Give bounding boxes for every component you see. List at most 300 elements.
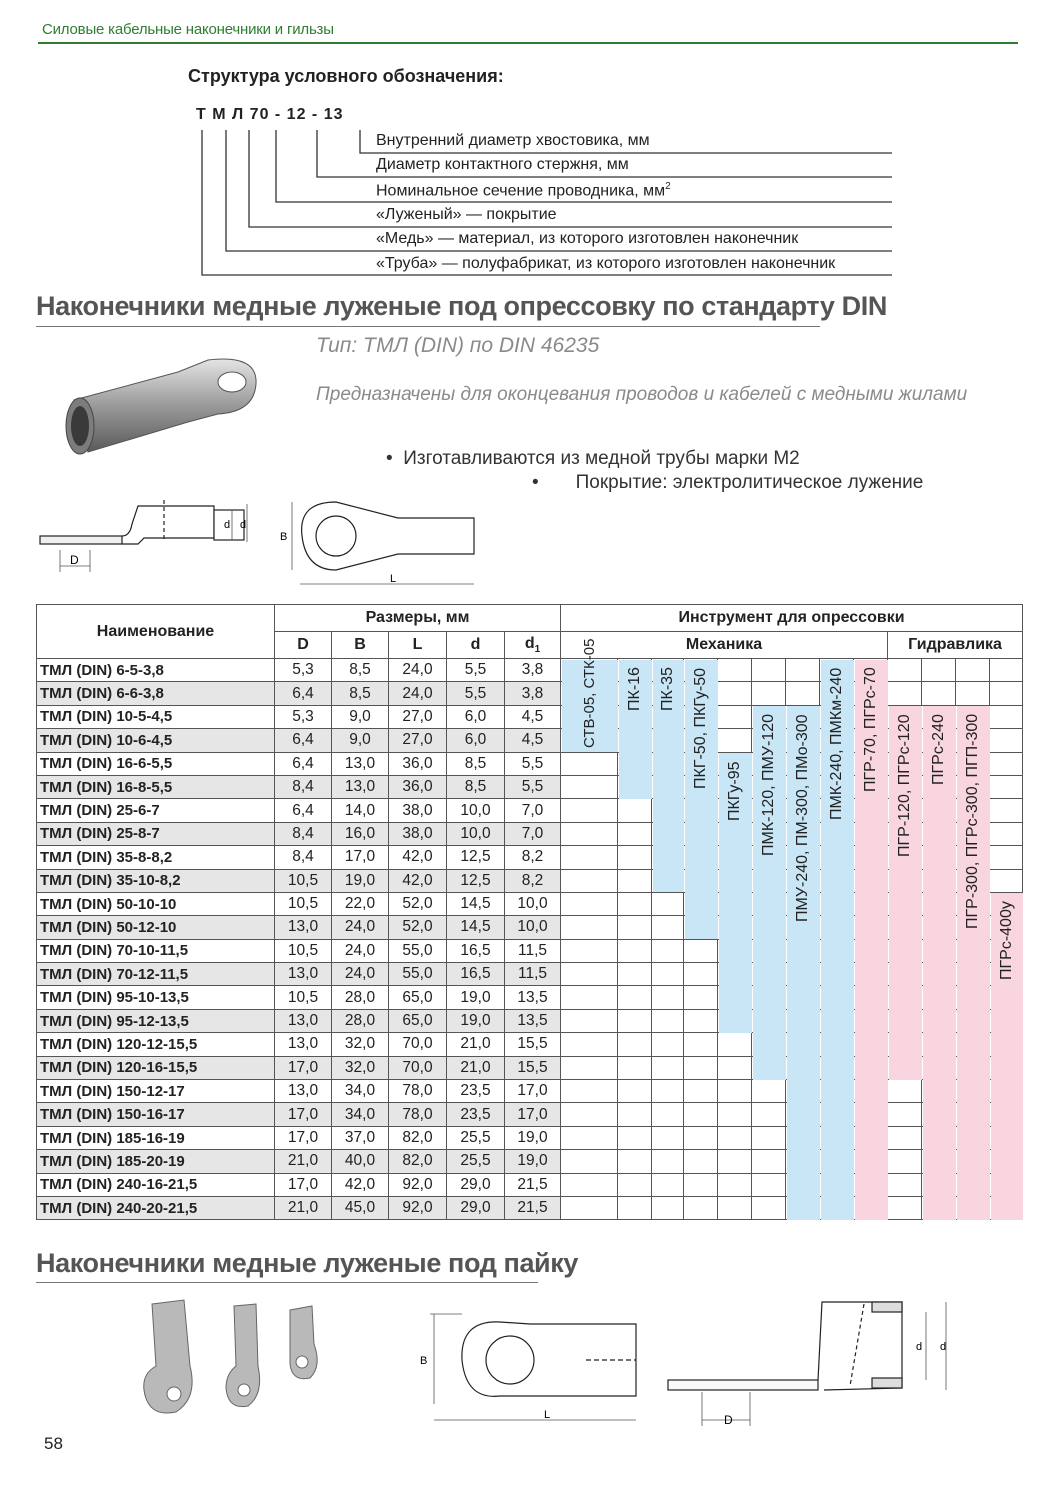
tool-cell — [652, 1196, 684, 1219]
dim-header-d: d — [447, 632, 505, 659]
row-value-cell: 17,0 — [332, 846, 389, 869]
row-value-cell: 24,0 — [332, 963, 389, 986]
tool-cell — [922, 659, 956, 682]
tools-group-header: Инструмент для опрессовки — [561, 605, 1023, 632]
row-value-cell: 42,0 — [332, 1173, 389, 1196]
tool-bar — [619, 660, 652, 799]
tool-cell — [752, 659, 786, 682]
tool-cell — [718, 1196, 752, 1219]
row-value-cell: 21,5 — [505, 1196, 561, 1219]
tool-cell — [888, 1150, 922, 1173]
row-value-cell: 37,0 — [332, 1126, 389, 1149]
row-value-cell: 82,0 — [389, 1126, 447, 1149]
row-value-cell: 70,0 — [389, 1056, 447, 1079]
tool-bar — [787, 706, 820, 1220]
row-name-cell: ТМЛ (DIN) 150-16-17 — [37, 1103, 275, 1126]
tool-cell — [618, 986, 652, 1009]
row-value-cell: 10,0 — [505, 892, 561, 915]
row-value-cell: 5,3 — [275, 705, 332, 728]
tool-cell — [990, 869, 1023, 892]
row-name-cell: ТМЛ (DIN) 6-5-3,8 — [37, 659, 275, 682]
row-name-cell: ТМЛ (DIN) 70-12-11,5 — [37, 963, 275, 986]
tool-cell — [618, 822, 652, 845]
tool-bar — [889, 706, 922, 1079]
row-value-cell: 42,0 — [389, 869, 447, 892]
tool-cell — [752, 1196, 786, 1219]
row-value-cell: 5,5 — [505, 752, 561, 775]
solder-lugs-photo — [140, 1294, 380, 1434]
tool-cell — [618, 916, 652, 939]
row-name-cell: ТМЛ (DIN) 185-16-19 — [37, 1126, 275, 1149]
row-value-cell: 15,5 — [505, 1033, 561, 1056]
row-value-cell: 24,0 — [332, 939, 389, 962]
tool-cell — [718, 1080, 752, 1103]
row-name-cell: ТМЛ (DIN) 120-16-15,5 — [37, 1056, 275, 1079]
row-value-cell: 7,0 — [505, 822, 561, 845]
tool-label: СТВ-05, СТК-05 — [580, 638, 598, 749]
tool-cell — [990, 752, 1023, 775]
row-value-cell: 28,0 — [332, 986, 389, 1009]
tool-bar — [957, 706, 990, 1220]
tool-label: ПГРс-400у — [997, 901, 1015, 981]
tool-cell — [684, 1196, 718, 1219]
solder-D-label: D — [724, 1413, 733, 1427]
tool-cell — [990, 846, 1023, 869]
row-value-cell: 12,5 — [447, 846, 505, 869]
lug-photo — [58, 352, 278, 472]
tool-cell — [752, 1173, 786, 1196]
tool-cell — [990, 799, 1023, 822]
row-name-cell: ТМЛ (DIN) 240-16-21,5 — [37, 1173, 275, 1196]
tool-bar — [562, 638, 618, 753]
row-value-cell: 55,0 — [389, 963, 447, 986]
tool-cell — [990, 822, 1023, 845]
tool-label: ПМК-240, ПМКм-240 — [828, 667, 845, 820]
tool-cell — [718, 1033, 752, 1056]
solder-side-drawing — [664, 1294, 964, 1444]
tool-cell — [618, 1173, 652, 1196]
row-value-cell: 12,5 — [447, 869, 505, 892]
row-value-cell: 70,0 — [389, 1033, 447, 1056]
row-name-cell: ТМЛ (DIN) 16-6-5,5 — [37, 752, 275, 775]
row-value-cell: 8,4 — [275, 846, 332, 869]
row-name-cell: ТМЛ (DIN) 95-12-13,5 — [37, 1009, 275, 1032]
legend-line-4: «Луженый» — покрытие — [376, 206, 557, 223]
tool-cell — [718, 1150, 752, 1173]
row-value-cell: 11,5 — [505, 939, 561, 962]
row-value-cell: 16,5 — [447, 939, 505, 962]
row-name-cell: ТМЛ (DIN) 120-12-15,5 — [37, 1033, 275, 1056]
row-value-cell: 4,5 — [505, 729, 561, 752]
row-name-cell: ТМЛ (DIN) 35-10-8,2 — [37, 869, 275, 892]
tool-cell — [561, 822, 618, 845]
row-value-cell: 21,0 — [447, 1056, 505, 1079]
row-value-cell: 10,5 — [275, 869, 332, 892]
row-value-cell: 78,0 — [389, 1080, 447, 1103]
tool-cell — [888, 1103, 922, 1126]
running-title: Силовые кабельные наконечники и гильзы — [42, 21, 334, 38]
tool-cell — [652, 1126, 684, 1149]
row-value-cell: 8,5 — [447, 775, 505, 798]
tool-bar — [685, 660, 718, 940]
tool-cell — [652, 1080, 684, 1103]
row-name-cell: ТМЛ (DIN) 10-5-4,5 — [37, 705, 275, 728]
row-value-cell: 29,0 — [447, 1173, 505, 1196]
row-value-cell: 17,0 — [275, 1103, 332, 1126]
tool-cell — [652, 1033, 684, 1056]
header-rule — [38, 42, 1018, 44]
row-name-cell: ТМЛ (DIN) 50-12-10 — [37, 916, 275, 939]
row-value-cell: 17,0 — [275, 1173, 332, 1196]
tool-cell — [752, 1103, 786, 1126]
tool-cell — [652, 1103, 684, 1126]
tool-label: ПГР-300, ПГРс-300, ПГП-300 — [964, 714, 981, 930]
tool-cell — [990, 659, 1023, 682]
row-value-cell: 25,5 — [447, 1126, 505, 1149]
tool-cell — [652, 1056, 684, 1079]
tool-cell — [618, 846, 652, 869]
row-value-cell: 8,5 — [447, 752, 505, 775]
row-value-cell: 23,5 — [447, 1080, 505, 1103]
row-value-cell: 65,0 — [389, 986, 447, 1009]
row-value-cell: 19,0 — [447, 986, 505, 1009]
row-value-cell: 6,4 — [275, 799, 332, 822]
row-value-cell: 8,4 — [275, 822, 332, 845]
row-value-cell: 32,0 — [332, 1056, 389, 1079]
tool-cell — [561, 775, 618, 798]
tool-bar — [719, 753, 752, 1033]
row-value-cell: 21,0 — [275, 1196, 332, 1219]
row-value-cell: 6,0 — [447, 729, 505, 752]
tool-cell — [718, 1056, 752, 1079]
hydraulics-header: Гидравлика — [888, 632, 1023, 659]
bullet-1: • Изготавливаются из медной трубы марки М2 — [386, 448, 800, 469]
top-B-label: B — [280, 531, 288, 543]
tool-cell — [561, 916, 618, 939]
tool-cell — [652, 963, 684, 986]
tool-cell — [888, 1080, 922, 1103]
section1-underline — [36, 326, 820, 327]
tool-cell — [684, 986, 718, 1009]
row-name-cell: ТМЛ (DIN) 185-20-19 — [37, 1150, 275, 1173]
type-subtitle: Тип: ТМЛ (DIN) по DIN 46235 — [316, 334, 600, 357]
tool-label: ПК-35 — [659, 667, 676, 712]
row-value-cell: 13,0 — [275, 1009, 332, 1032]
section2-underline — [36, 1282, 538, 1283]
row-name-cell: ТМЛ (DIN) 150-12-17 — [37, 1080, 275, 1103]
tool-cell — [618, 1056, 652, 1079]
row-value-cell: 34,0 — [332, 1103, 389, 1126]
tool-cell — [718, 682, 752, 705]
tool-cell — [652, 939, 684, 962]
row-value-cell: 15,5 — [505, 1056, 561, 1079]
tool-cell — [561, 986, 618, 1009]
row-value-cell: 14,5 — [447, 892, 505, 915]
row-name-cell: ТМЛ (DIN) 95-10-13,5 — [37, 986, 275, 1009]
tool-cell — [684, 939, 718, 962]
tool-cell — [888, 1196, 922, 1219]
tool-label: ПМК-120, ПМУ-120 — [760, 714, 777, 857]
tool-cell — [618, 892, 652, 915]
row-name-cell: ТМЛ (DIN) 6-6-3,8 — [37, 682, 275, 705]
row-value-cell: 42,0 — [389, 846, 447, 869]
tool-cell — [652, 986, 684, 1009]
col-name-header: Наименование — [37, 605, 275, 659]
tool-cell — [652, 1009, 684, 1032]
tool-cell — [561, 752, 618, 775]
tool-cell — [922, 682, 956, 705]
row-value-cell: 17,0 — [505, 1080, 561, 1103]
row-value-cell: 21,0 — [447, 1033, 505, 1056]
row-value-cell: 32,0 — [332, 1033, 389, 1056]
row-value-cell: 34,0 — [332, 1080, 389, 1103]
tool-label: ПКГ-50, ПКГу-50 — [692, 667, 709, 789]
section2-title: Наконечники медные луженые под пайку — [36, 1248, 578, 1278]
top-L-label: L — [390, 573, 397, 585]
row-value-cell: 92,0 — [389, 1196, 447, 1219]
row-value-cell: 23,5 — [447, 1103, 505, 1126]
legend-line-1: Внутренний диаметр хвостовика, мм — [376, 132, 650, 149]
row-value-cell: 13,0 — [332, 775, 389, 798]
row-value-cell: 4,5 — [505, 705, 561, 728]
tool-cell — [888, 659, 922, 682]
tool-cell — [561, 1103, 618, 1126]
row-value-cell: 92,0 — [389, 1173, 447, 1196]
row-value-cell: 10,0 — [447, 822, 505, 845]
row-value-cell: 24,0 — [389, 682, 447, 705]
tool-cell — [561, 1080, 618, 1103]
row-value-cell: 19,0 — [505, 1126, 561, 1149]
row-value-cell: 19,0 — [505, 1150, 561, 1173]
row-value-cell: 6,0 — [447, 705, 505, 728]
row-value-cell: 25,5 — [447, 1150, 505, 1173]
row-value-cell: 5,5 — [505, 775, 561, 798]
row-value-cell: 10,5 — [275, 939, 332, 962]
tool-cell — [684, 1126, 718, 1149]
tool-cell — [684, 1009, 718, 1032]
dim-header-B: B — [332, 632, 389, 659]
row-value-cell: 5,5 — [447, 682, 505, 705]
row-name-cell: ТМЛ (DIN) 25-6-7 — [37, 799, 275, 822]
designation-code: Т М Л 70 - 12 - 13 — [196, 106, 344, 123]
solder-top-drawing — [410, 1300, 650, 1430]
dims-group-header: Размеры, мм — [275, 605, 561, 632]
mechanics-header: Механика — [561, 632, 888, 659]
row-value-cell: 9,0 — [332, 729, 389, 752]
tool-bar — [991, 893, 1023, 1219]
row-value-cell: 17,0 — [505, 1103, 561, 1126]
row-value-cell: 10,0 — [505, 916, 561, 939]
tool-cell — [618, 1196, 652, 1219]
tool-cell — [652, 892, 684, 915]
row-value-cell: 17,0 — [275, 1056, 332, 1079]
row-value-cell: 40,0 — [332, 1150, 389, 1173]
row-name-cell: ТМЛ (DIN) 35-8-8,2 — [37, 846, 275, 869]
row-value-cell: 19,0 — [447, 1009, 505, 1032]
tool-cell — [561, 1150, 618, 1173]
lug-top-drawing — [278, 492, 498, 592]
row-value-cell: 8,4 — [275, 775, 332, 798]
tool-cell — [718, 1126, 752, 1149]
tool-cell — [718, 1103, 752, 1126]
tool-cell — [561, 1196, 618, 1219]
row-name-cell: ТМЛ (DIN) 16-8-5,5 — [37, 775, 275, 798]
tool-cell — [618, 799, 652, 822]
tool-cell — [561, 1009, 618, 1032]
row-value-cell: 78,0 — [389, 1103, 447, 1126]
tool-cell — [561, 939, 618, 962]
tool-cell — [684, 1080, 718, 1103]
tool-cell — [684, 1150, 718, 1173]
row-value-cell: 27,0 — [389, 729, 447, 752]
row-value-cell: 21,0 — [275, 1150, 332, 1173]
row-value-cell: 22,0 — [332, 892, 389, 915]
row-value-cell: 36,0 — [389, 752, 447, 775]
bullet-2: • Покрытие: электролитическое лужение — [532, 472, 924, 493]
row-value-cell: 16,0 — [332, 822, 389, 845]
dim-header-d1: $d_1$ — [505, 632, 561, 659]
tool-cell — [786, 682, 820, 705]
tool-cell — [752, 1080, 786, 1103]
row-value-cell: 13,0 — [275, 963, 332, 986]
tool-cell — [718, 1173, 752, 1196]
tool-cell — [888, 1173, 922, 1196]
legend-line-6: «Труба» — полуфабрикат, из которого изготовлен наконечник — [376, 255, 836, 272]
row-value-cell: 65,0 — [389, 1009, 447, 1032]
tool-bar — [923, 706, 956, 1220]
row-value-cell: 3,8 — [505, 659, 561, 682]
solder-L-label: L — [544, 1409, 551, 1421]
side-D-label: D — [70, 553, 79, 567]
row-value-cell: 13,0 — [332, 752, 389, 775]
row-value-cell: 19,0 — [332, 869, 389, 892]
tool-cell — [561, 1056, 618, 1079]
tool-cell — [684, 1033, 718, 1056]
designation-title: Структура условного обозначения: — [188, 66, 504, 86]
row-value-cell: 8,5 — [332, 682, 389, 705]
row-value-cell: 16,5 — [447, 963, 505, 986]
page-number: 58 — [44, 1434, 63, 1453]
row-value-cell: 5,3 — [275, 659, 332, 682]
row-value-cell: 8,5 — [332, 659, 389, 682]
row-value-cell: 9,0 — [332, 705, 389, 728]
tool-bar — [653, 660, 684, 893]
tool-cell — [990, 682, 1023, 705]
tool-cell — [684, 1056, 718, 1079]
row-value-cell: 13,0 — [275, 916, 332, 939]
row-value-cell: 6,4 — [275, 682, 332, 705]
row-value-cell: 29,0 — [447, 1196, 505, 1219]
section1-title: Наконечники медные луженые под опрессовку по стандарту DIN — [36, 291, 887, 321]
legend-line-5: «Медь» — материал, из которого изготовлен наконечник — [376, 230, 799, 247]
legend-line-2: Диаметр контактного стержня, мм — [376, 156, 629, 173]
tool-label: ПМУ-240, ПМ-300, ПМо-300 — [794, 714, 811, 922]
row-value-cell: 52,0 — [389, 892, 447, 915]
row-value-cell: 6,4 — [275, 752, 332, 775]
tool-cell — [561, 963, 618, 986]
row-name-cell: ТМЛ (DIN) 70-10-11,5 — [37, 939, 275, 962]
tool-cell — [684, 1173, 718, 1196]
tool-bar — [855, 660, 888, 1220]
solder-d1-label: d — [916, 1341, 923, 1353]
row-value-cell: 52,0 — [389, 916, 447, 939]
tool-cell — [990, 775, 1023, 798]
row-value-cell: 28,0 — [332, 1009, 389, 1032]
side-d-label: d — [240, 519, 247, 531]
tool-cell — [618, 869, 652, 892]
row-value-cell: 45,0 — [332, 1196, 389, 1219]
row-value-cell: 6,4 — [275, 729, 332, 752]
solder-B-label: B — [420, 1355, 428, 1367]
row-value-cell: 24,0 — [332, 916, 389, 939]
tool-cell — [888, 1126, 922, 1149]
row-name-cell: ТМЛ (DIN) 50-10-10 — [37, 892, 275, 915]
row-value-cell: 5,5 — [447, 659, 505, 682]
tool-cell — [752, 1126, 786, 1149]
row-value-cell: 13,0 — [275, 1033, 332, 1056]
tool-label: ПГРс-240 — [930, 714, 947, 786]
tool-cell — [561, 1033, 618, 1056]
row-value-cell: 10,0 — [447, 799, 505, 822]
row-value-cell: 10,5 — [275, 892, 332, 915]
tool-cell — [956, 682, 990, 705]
row-value-cell: 14,0 — [332, 799, 389, 822]
row-value-cell: 38,0 — [389, 822, 447, 845]
tool-cell — [652, 916, 684, 939]
solder-d-label: d — [940, 1341, 947, 1353]
row-value-cell: 36,0 — [389, 775, 447, 798]
row-value-cell: 17,0 — [275, 1126, 332, 1149]
tool-cell — [990, 705, 1023, 728]
tool-label: ПКГу-95 — [726, 761, 743, 821]
row-value-cell: 7,0 — [505, 799, 561, 822]
tool-cell — [652, 1150, 684, 1173]
purpose-text: Предназначены для оконцевания проводов и кабелей с медными жилами — [316, 384, 968, 405]
lug-side-drawing — [34, 490, 254, 580]
row-value-cell: 13,5 — [505, 986, 561, 1009]
tool-cell — [561, 869, 618, 892]
tool-cell — [652, 1173, 684, 1196]
tool-bar — [821, 660, 854, 1220]
dim-header-D: D — [275, 632, 332, 659]
tool-cell — [888, 682, 922, 705]
tool-cell — [718, 659, 752, 682]
tool-cell — [618, 1150, 652, 1173]
tool-cell — [561, 846, 618, 869]
row-value-cell: 27,0 — [389, 705, 447, 728]
tool-cell — [752, 682, 786, 705]
row-value-cell: 13,5 — [505, 1009, 561, 1032]
tool-cell — [718, 729, 752, 752]
tool-cell — [618, 1009, 652, 1032]
row-value-cell: 55,0 — [389, 939, 447, 962]
dim-header-L: L — [389, 632, 447, 659]
row-value-cell: 3,8 — [505, 682, 561, 705]
row-name-cell: ТМЛ (DIN) 10-6-4,5 — [37, 729, 275, 752]
tool-cell — [956, 659, 990, 682]
tool-cell — [618, 1033, 652, 1056]
row-value-cell: 82,0 — [389, 1150, 447, 1173]
tool-cell — [561, 1173, 618, 1196]
row-value-cell: 38,0 — [389, 799, 447, 822]
row-value-cell: 13,0 — [275, 1080, 332, 1103]
side-d1-label: d — [224, 519, 231, 531]
tool-cell — [618, 939, 652, 962]
tool-label: ПК-16 — [626, 667, 643, 712]
tool-label: ПГР-70, ПГРс-70 — [862, 667, 879, 793]
tool-bar — [753, 706, 786, 1079]
row-value-cell: 8,2 — [505, 846, 561, 869]
